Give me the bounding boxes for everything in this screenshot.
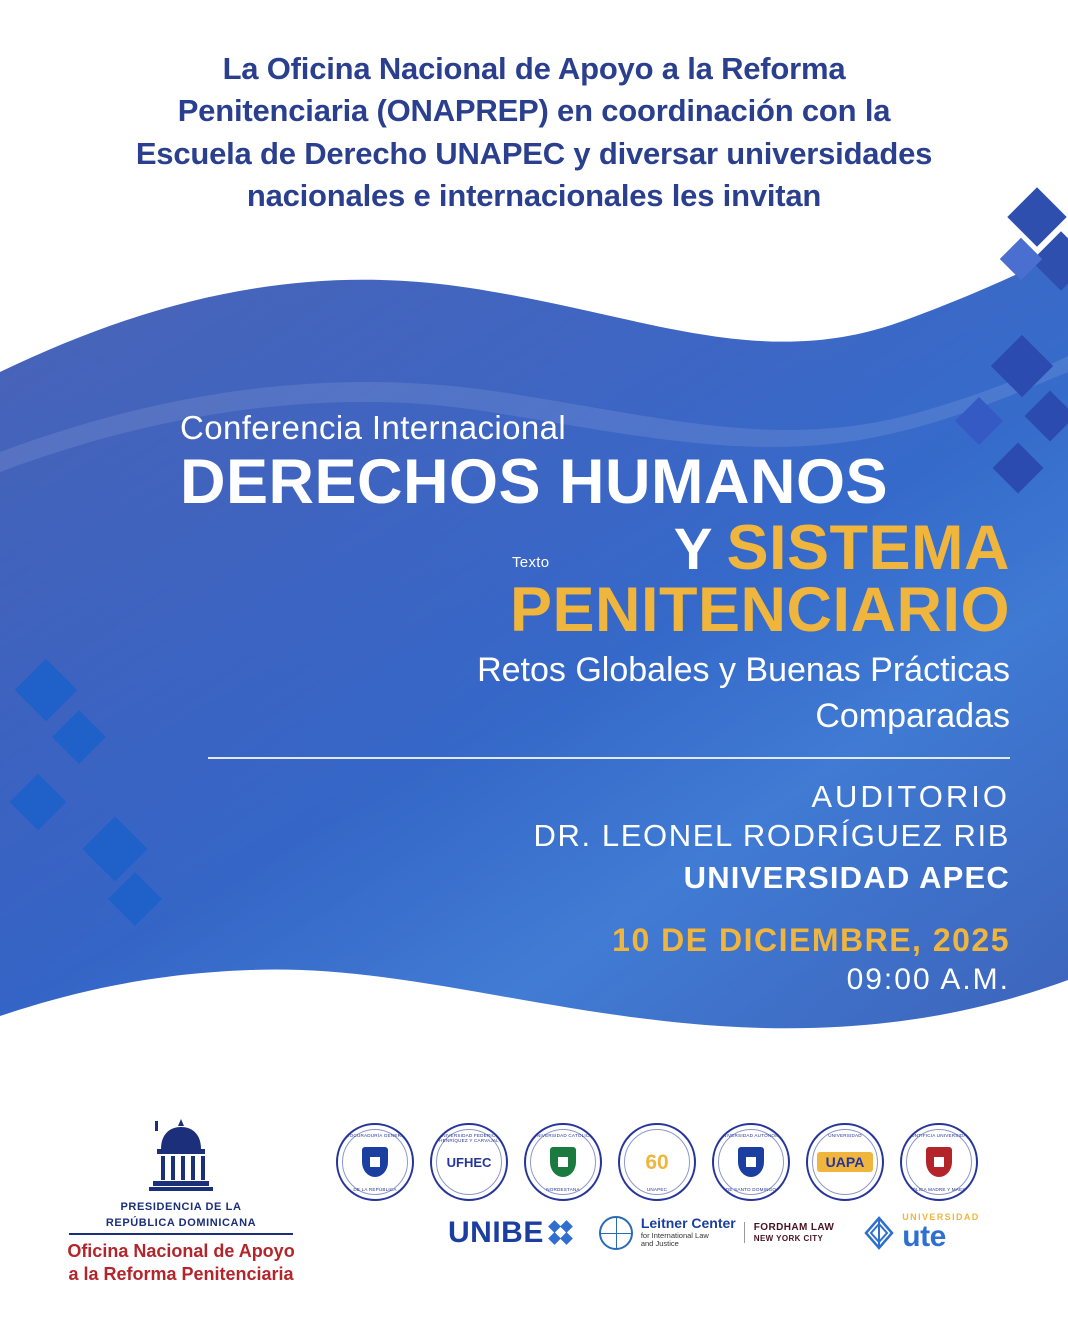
onaprep-name-line-1: Oficina Nacional de Apoyo [67,1241,295,1261]
logo-ucne-mini-top: UNIVERSIDAD CATÓLICA [533,1133,593,1138]
logo-unapec-label: UNAPEC [646,1187,668,1192]
unibe-diamond-icon [550,1222,571,1243]
title-row-y-sistema [180,512,1010,583]
partner-logo-row-1 [336,1123,978,1201]
logo-pucmm [900,1123,978,1201]
logo-ufhec-label: UFHEC [446,1154,492,1170]
logo-leitner-sub-2: and Justice [640,1239,679,1249]
title-line-penitenciario: PENITENCIARIO [509,574,1010,645]
title-conjunction-y: Y [673,516,713,582]
title-line-sistema: SISTEMA [726,512,1010,583]
title-line-derechos-humanos: DERECHOS HUMANOS [180,447,889,518]
header-line-1: La Oficina Nacional de Apoyo a la Reforma [222,51,846,86]
logo-pgr [336,1123,414,1201]
partner-logo-row-2 [448,1213,980,1252]
footer-logos [0,1105,1068,1335]
logo-leitner-sub-1: for International Law [640,1230,709,1240]
logo-uasd [712,1123,790,1201]
logo-pucmm-mini-bottom: CATÓLICA MADRE Y MAESTRA [902,1187,976,1192]
header-line-3: Escuela de Derecho UNAPEC y diversar universidades [135,135,933,171]
logo-uasd-mini-bottom: DE SANTO DOMINGO [725,1187,777,1192]
subtitle-line-2: Comparadas [815,696,1010,735]
title-divider [208,757,1010,759]
logo-ufhec-mini-top: UNIVERSIDAD FEDERICO HENRÍQUEZ Y CARVAJAL [438,1133,500,1143]
logo-ute-top: UNIVERSIDAD [902,1212,980,1222]
crest-icon [738,1147,764,1177]
ute-mark-icon [862,1216,896,1250]
venue-auditorio-label: AUDITORIO [811,779,1010,814]
logo-ucne [524,1123,602,1201]
logo-uapa-label: UAPA [817,1152,874,1172]
conference-kicker: Conferencia Internacional [180,409,567,446]
logo-unibe [448,1216,571,1250]
venue-details [180,778,1010,997]
logo-ucne-mini-bottom: NORDESTANA [546,1187,580,1192]
event-title-block [180,410,1010,759]
logo-pucmm-mini-top: PONTIFICIA UNIVERSIDAD [907,1133,971,1138]
texto-annotation: Texto [512,553,550,571]
logo-unibe-label: UNIBE [448,1215,544,1249]
logo-leitner-center [599,1216,834,1250]
event-date: 10 DE DICIEMBRE, 2025 [612,921,1010,958]
globe-icon [599,1216,633,1250]
subtitle-line-1: Retos Globales y Buenas Prácticas [477,650,1010,689]
onaprep-logo-block [36,1115,326,1285]
logo-pgr-mini-top: PROCURADURÍA GENERAL [342,1133,408,1138]
invitation-header [0,48,1068,218]
logo-fordham-law [744,1222,835,1243]
logo-fordham-line-1: FORDHAM LAW [753,1222,835,1234]
crest-icon [362,1147,388,1177]
logo-ufhec [430,1123,508,1201]
header-line-2: Penitenciaria (ONAPREP) en coordinación con la [177,93,891,129]
venue-auditorium-name: DR. LEONEL RODRÍGUEZ RIB [533,817,1010,853]
crest-icon [926,1147,952,1177]
presidencia-line-1: PRESIDENCIA DE LA [120,1201,242,1213]
crest-icon [550,1147,576,1177]
footer-divider [69,1233,293,1235]
logo-pgr-mini-bottom: DE LA REPÚBLICA [353,1187,397,1192]
presidencia-line-2: REPÚBLICA DOMINICANA [105,1217,257,1229]
logo-leitner-name: Leitner Center [640,1215,736,1232]
logo-uapa [806,1123,884,1201]
event-time: 09:00 A.M. [846,962,1010,996]
logo-uapa-mini-top: UNIVERSIDAD [828,1133,862,1138]
logo-unapec-anniversary: 60 [645,1150,669,1174]
venue-university: UNIVERSIDAD APEC [683,859,1010,895]
logo-fordham-line-2: NEW YORK CITY [753,1233,824,1243]
logo-uasd-mini-top: UNIVERSIDAD AUTÓNOMA [719,1133,783,1138]
header-line-4: nacionales e internacionales les invitan [246,178,822,214]
onaprep-name-line-2: a la Reforma Penitenciaria [68,1263,294,1284]
republica-dominicana-emblem-icon [135,1115,227,1197]
logo-ute [862,1213,979,1252]
logo-ute-label: ute [902,1220,946,1253]
logo-unapec [618,1123,696,1201]
